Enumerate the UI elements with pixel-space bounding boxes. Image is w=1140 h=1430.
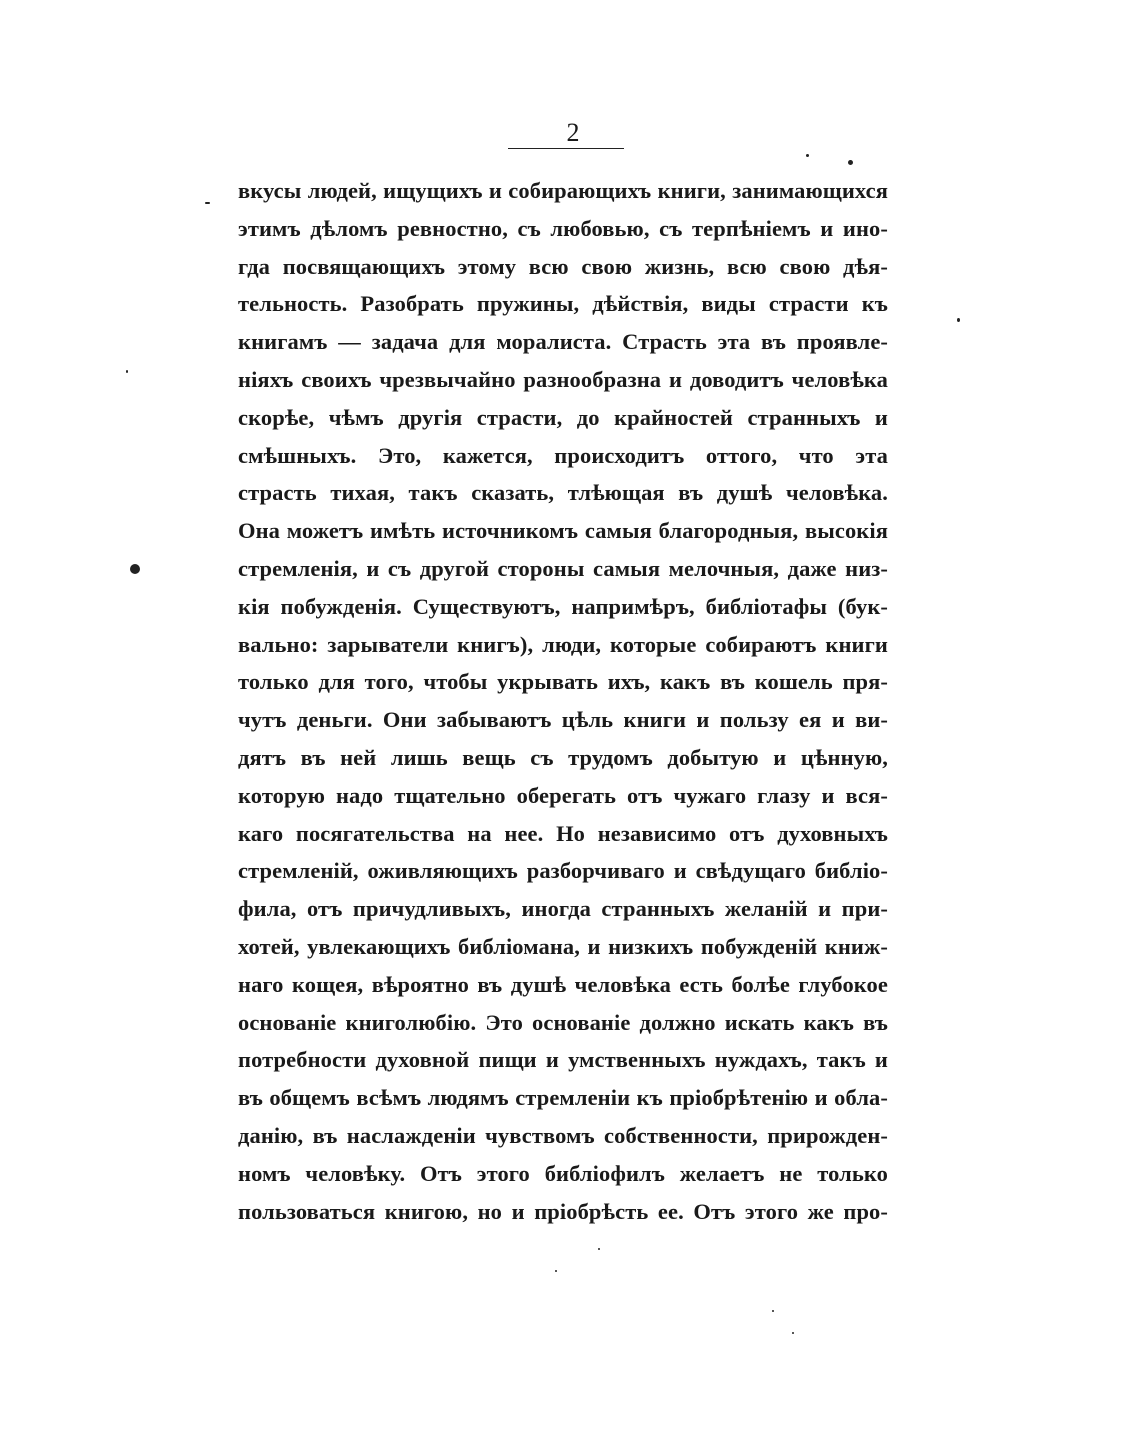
text-line: данію, въ наслажденіи чувствомъ собственности, прирожден- [238, 1122, 888, 1148]
text-line: тельность. Разобрать пружины, дѣйствія, виды страсти къ [238, 291, 888, 317]
text-line: стремленія, и съ другой стороны самыя мелочныя, даже низ- [238, 555, 888, 581]
text-line: Она можетъ имѣть источникомъ самыя благородныя, высокія [238, 518, 888, 544]
scan-speck [806, 154, 809, 157]
scan-speck [130, 564, 140, 574]
text-line: дятъ въ ней лишь вещь съ трудомъ добытую и цѣнную, [238, 744, 888, 770]
text-line: которую надо тщательно оберегать отъ чужаго глазу и вся- [238, 782, 888, 808]
text-line: фила, отъ причудливыхъ, иногда странныхъ желаній и при- [238, 896, 888, 922]
text-line: смѣшныхъ. Это, кажется, происходитъ оттого, что эта [238, 442, 888, 468]
scan-speck [598, 1248, 600, 1250]
page-number-text: 2 [566, 118, 580, 147]
text-line: книгамъ — задача для моралиста. Страсть эта въ проявле- [238, 329, 888, 355]
page-number-rule [508, 148, 624, 149]
body-text [238, 172, 888, 1230]
page-number [0, 118, 1140, 148]
text-line: гда посвящающихъ этому всю свою жизнь, всю свою дѣя- [238, 253, 888, 279]
text-line: вально: зарыватели книгъ), люди, которые собираютъ книги [238, 631, 888, 657]
text-line: основаніе книголюбію. Это основаніе должно искать какъ въ [238, 1009, 888, 1035]
scan-speck [555, 1270, 557, 1272]
text-line: скорѣе, чѣмъ другія страсти, до крайностей странныхъ и [238, 404, 888, 430]
text-line: пользоваться книгою, но и пріобрѣсть ее. Отъ этого же про- [238, 1198, 888, 1224]
text-line: кія побужденія. Существуютъ, напримѣръ, библіотафы (бук- [238, 593, 888, 619]
scan-speck [126, 370, 128, 373]
text-line: стремленій, оживляющихъ разборчиваго и свѣдущаго библіо- [238, 858, 888, 884]
text-line: ніяхъ своихъ чрезвычайно разнообразна и доводитъ человѣка [238, 366, 888, 392]
text-line: наго кощея, вѣроятно въ душѣ человѣка есть болѣе глубокое [238, 971, 888, 997]
text-line: въ общемъ всѣмъ людямъ стремленіи къ пріобрѣтенію и обла- [238, 1085, 888, 1111]
scan-speck [792, 1332, 794, 1334]
scan-speck [772, 1310, 774, 1312]
text-line: каго посягательства на нее. Но независимо отъ духовныхъ [238, 820, 888, 846]
text-line: вкусы людей, ищущихъ и собирающихъ книги, занимающихся [238, 178, 888, 203]
text-line: хотей, увлекающихъ библіомана, и низкихъ побужденій книж- [238, 933, 888, 959]
scan-speck [848, 160, 853, 165]
scan-speck [205, 202, 210, 204]
text-line: потребности духовной пищи и умственныхъ нуждахъ, такъ и [238, 1047, 888, 1073]
text-line: номъ человѣку. Отъ этого библіофилъ желаетъ не только [238, 1160, 888, 1186]
text-line: только для того, чтобы укрывать ихъ, какъ въ кошель пря- [238, 669, 888, 695]
text-line: этимъ дѣломъ ревностно, съ любовью, съ терпѣніемъ и ино- [238, 215, 888, 241]
text-line: чутъ деньги. Они забываютъ цѣль книги и пользу ея и ви- [238, 707, 888, 733]
scan-speck [957, 318, 960, 322]
text-line: страсть тихая, такъ сказать, тлѣющая въ душѣ человѣка. [238, 480, 888, 506]
